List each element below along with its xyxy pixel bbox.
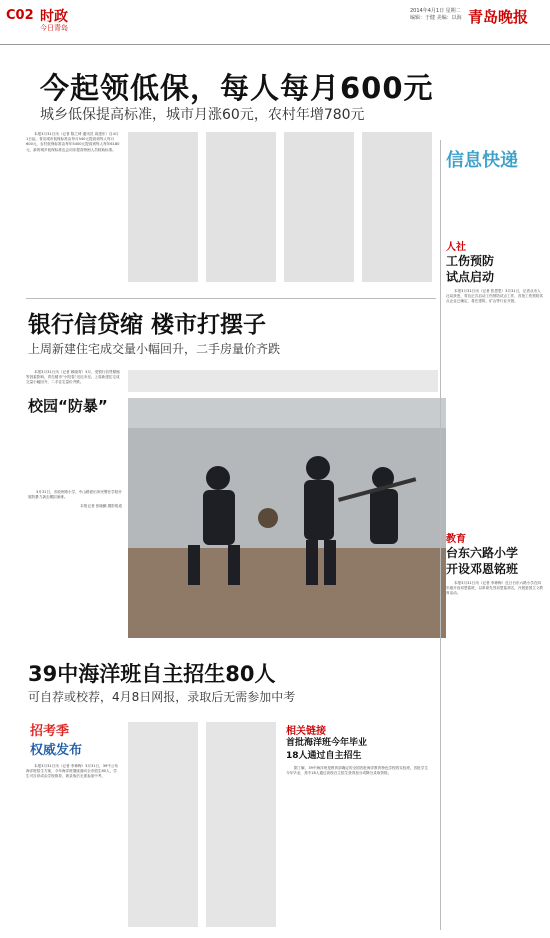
story2-lead [26, 370, 120, 386]
sidebar-item-2 [446, 530, 544, 597]
body-text-lines [128, 370, 438, 392]
story2-subhead: 上周新建住宅成交量小幅回升，二手房量价齐跌 [28, 342, 281, 356]
gaokao-line1: 招考季 [30, 724, 70, 739]
sidebar-item-1-body [446, 289, 544, 305]
sidebar-item-1-tag: 人社 [446, 242, 466, 253]
photo-credit: 本报记者 张晓鹏 摄影报道 [80, 504, 122, 509]
related-body [286, 766, 431, 776]
related-tag: 相关链接 [286, 726, 326, 737]
gaokao-badge [30, 720, 102, 758]
story4-lead [26, 764, 120, 780]
issue-editors: 编辑：于健 美编：以海 [410, 15, 462, 21]
story4-body [128, 722, 278, 927]
related-body-text: 据了解，39中海洋班是教育部确定的全国首批海洋教育特色学校的实验班，首批学生今年毕业，其中18人通过高校自主招生获得加分或降分录取资格。 [286, 766, 428, 776]
gaokao-line2: 权威发布 [30, 743, 83, 758]
sidebar-item-1-title: 工伤预防 试点启动 [446, 254, 495, 284]
info-express-logo [446, 150, 542, 216]
issue-meta [410, 8, 462, 22]
news-photo [128, 398, 446, 638]
story4-lead-text: 本报3月31日讯（记者 李珍梅）3月31日，39中公布海洋班招生方案，今年海洋班继续面向全市招生80人，学生可自荐或由学校推荐，被录取后无需参加中考。 [26, 764, 119, 779]
story1-lead-text: 本报3月31日讯（记者 陈之绮 通讯员 周建东）自4月1日起，青岛城市低保标准由每月540元提高到每人每月600元，农村低保标准由每年5400元提高到每人每年6180元，新的城乡低保标准也会同步提高特困人员救助标准。 [26, 132, 120, 152]
related-title: 首批海洋班今年毕业 18人通过自主招生 [286, 738, 368, 761]
story2-lead-text: 本报3月31日讯（记者 顾晓青）3月，受银行信贷紧缩等因素影响，青岛楼市“小阳春”迟迟未至。上周新建住宅成交量小幅回升，二手住宅量价齐跌。 [26, 370, 120, 385]
section-name: 时政 [40, 9, 68, 25]
story1-headline: 今起领低保，每人每月600元 [40, 71, 434, 105]
photo-title: 校园“防暴” [28, 397, 108, 415]
issue-date: 2014年4月1日 星期二 [410, 8, 461, 14]
related-box [286, 722, 431, 932]
story1-lead [26, 132, 120, 153]
sidebar-item-2-body [446, 581, 544, 597]
story1-body [128, 132, 438, 282]
photo-caption-text: 3月31日，市胶州路小学，中山路派出所民警在学校开展防暴力袭击模拟演练。 [28, 490, 122, 500]
story4-headline: 39中海洋班自主招生80人 [28, 662, 276, 686]
sidebar-item-1-body-text: 本报3月31日讯（记者 张思思）3月31日，记者从市人社局获悉，青岛正式启动工伤预防试点工作，首批工伤预防试点企业已确定，将在建筑、矿山等行业开展。 [446, 289, 544, 304]
photo-caption [28, 490, 122, 510]
body-text-lines [128, 132, 438, 282]
story1-subhead: 城乡低保提高标准，城市月涨60元，农村年增780元 [40, 107, 365, 123]
body-text-lines [128, 722, 278, 927]
masthead-logo: 青岛晚报 [468, 8, 529, 26]
info-express-text: 信息快递 [446, 150, 518, 171]
sidebar-item-1 [446, 238, 544, 305]
story2-headline: 银行信贷缩 楼市打摆子 [28, 312, 267, 338]
sidebar-item-2-title: 台东六路小学 开设邓恩铭班 [446, 546, 519, 576]
divider [26, 298, 436, 299]
story4-subhead: 可自荐或校荐，4月8日网报，录取后无需参加中考 [28, 690, 296, 704]
photo-illustration [128, 398, 446, 638]
story2-body [128, 370, 438, 392]
section-subtitle: 今日青岛 [40, 24, 68, 32]
page-header [0, 0, 550, 45]
sidebar-item-2-tag: 教育 [446, 534, 466, 545]
section-code: C02 [6, 8, 34, 23]
column-divider [440, 140, 441, 930]
sidebar-item-2-body-text: 本报3月31日讯（记者 李珍梅）近日台东六路小学在四年级开设邓恩铭班，以革命先烈邓恩铭命名，开展爱国主义教育活动。 [446, 581, 544, 596]
